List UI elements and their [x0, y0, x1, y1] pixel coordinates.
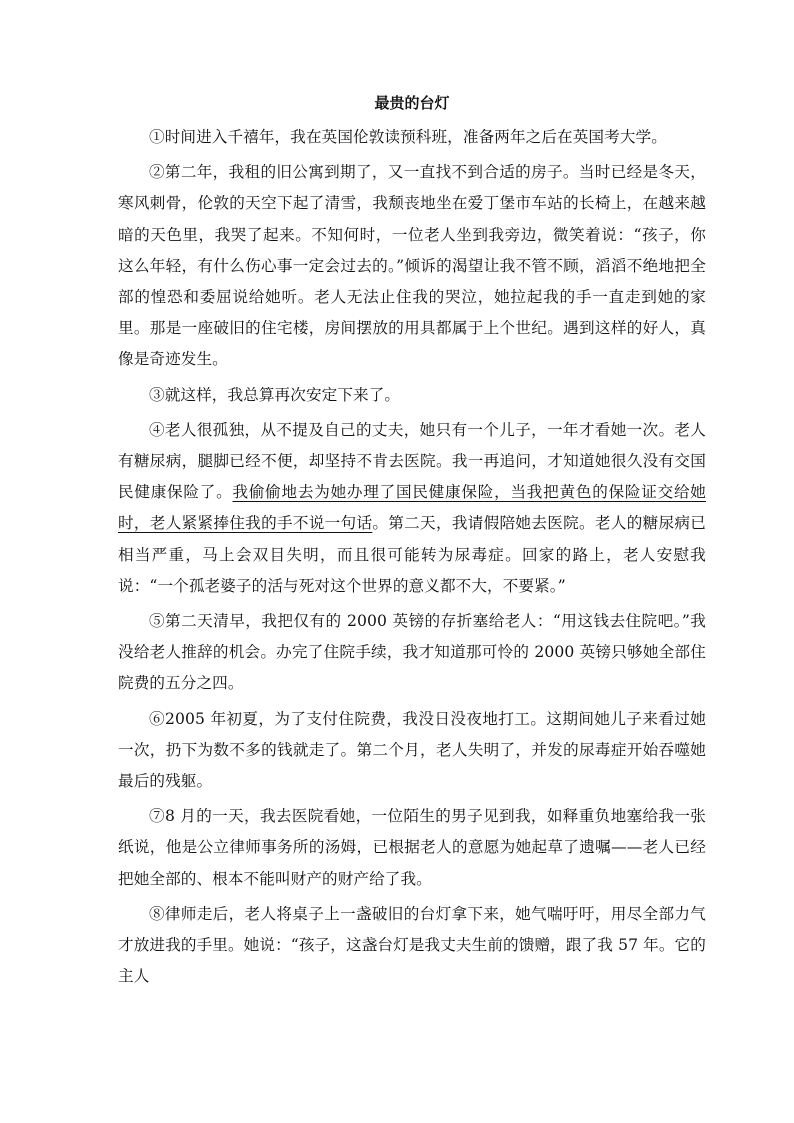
paragraph-4-end: 。第二天，我请假陪她去医院。老人的糖尿病已相当严重，马上会双目失明，而且很可能转为尿毒症。回家的路上，老人安慰我说：“一个孤老婆子的活与死对这个世界的意义都不大，不要紧。”: [118, 514, 706, 595]
paragraph-3: ③就这样，我总算再次安定下来了。: [149, 385, 401, 404]
paragraph-4-start: ④老人很孤独，从不提及自己的丈夫，她只有一个儿子，一年才看她一次。老人有糖尿病，腿脚已经不便，却坚持不肯去医院。我一再追问，才知道她很久没有交国民健康保险了。: [118, 420, 706, 502]
paragraph-2: ②第二年，我租的旧公寓到期了，又一直找不到合适的房子。当时已经是冬天，寒风刺骨，伦敦的天空下起了清雪，我颓丧地坐在爱丁堡市车站的长椅上，在越来越暗的天色里，我哭了起来。不知何时，一位老人坐到我旁边，微笑着说：“孩子，你这么年轻，有什么伤心事一定会过去的。”倾诉的渴望让我不管不顾，滔滔不绝地把全部的惶恐和委屈说给她听。老人无法止住我的哭泣，她拉起我的手一直走到她的家里。那是一座破旧的住宅楼，房间摆放的用具都属于上个世纪。遇到这样的好人，真像是奇迹发生。: [118, 163, 706, 369]
underlined-sentence: 我偷偷地去为她办理了国民健康保险，当我把黄色的保险证交给她时，老人紧紧捧住我的手不说一句话: [118, 483, 707, 533]
paragraph-5: ⑤第二天清早，我把仅有的 2000 英镑的存折塞给老人：“用这钱去住院吧。”我没给老人推辞的机会。办完了住院手续，我才知道那可怜的 2000 英镑只够她全部住院费的五分之四。: [118, 612, 706, 693]
paragraph-8: ⑧律师走后，老人将桌子上一盏破旧的台灯拿下来，她气喘吁吁，用尽全部力气才放进我的手里。她说：“孩子，这盏台灯是我丈夫生前的馈赠，跟了我 57 年。它的主人: [118, 904, 706, 986]
paragraph-1: ①时间进入千禧年，我在英国伦敦读预科班，准备两年之后在英国考大学。: [149, 128, 667, 146]
paragraph-6: ⑥2005 年初夏，为了支付住院费，我没日没夜地打工。这期间她儿子来看过她一次，扔下为数不多的钱就走了。第二个月，老人失明了，并发的尿毒症开始吞噬她最后的残躯。: [118, 709, 706, 791]
paragraph-7: ⑦8 月的一天，我去医院看她，一位陌生的男子见到我，如释重负地塞给我一张纸说，他是公立律师事务所的汤姆，已根据老人的意愿为她起草了遗嘱——老人已经把她全部的、根本不能叫财产的财产给了我。: [118, 807, 706, 888]
paragraph-4: [118, 415, 706, 602]
document-page: [118, 88, 706, 996]
article-title: 最贵的台灯: [374, 94, 450, 112]
